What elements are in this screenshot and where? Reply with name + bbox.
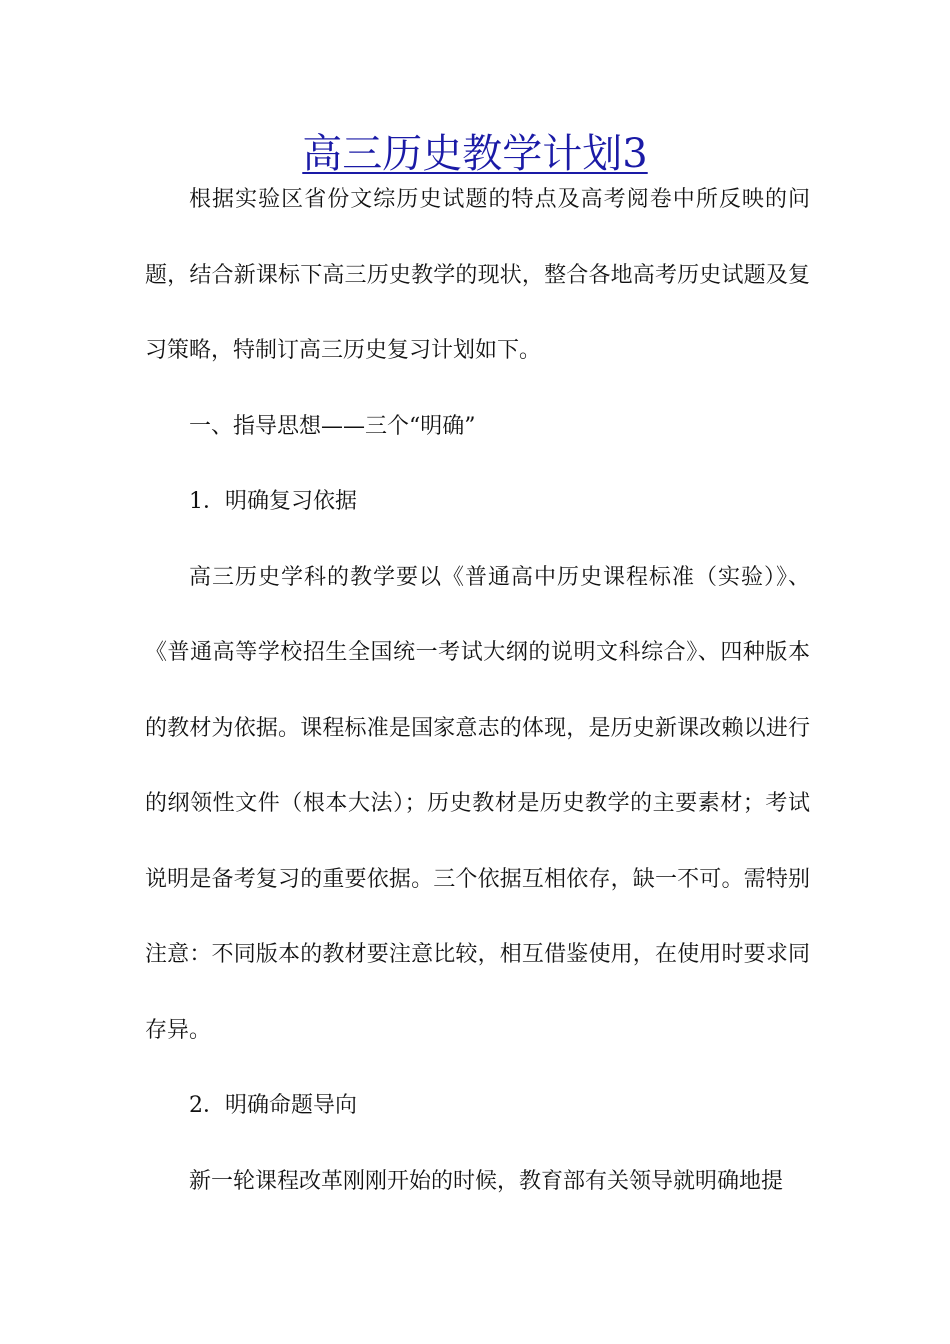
document-body bbox=[145, 162, 810, 1219]
subheading-review-basis: 1．明确复习依据 bbox=[189, 489, 357, 514]
paragraph-exam-orientation: 新一轮课程改革刚刚开始的时候，教育部有关领导就明确地提 bbox=[189, 1168, 784, 1194]
paragraph-intro: 根据实验区省份文综历史试题的特点及高考阅卷中所反映的问题，结合新课标下高三历史教学的现状，整合各地高考历史试题及复习策略，特制订高三历史复习计划如下。 bbox=[145, 187, 810, 363]
subheading-exam-orientation: 2．明确命题导向 bbox=[189, 1093, 357, 1118]
paragraph-review-basis: 高三历史学科的教学要以《普通高中历史课程标准（实验）》、《普通高等学校招生全国统一考试大纲的说明文科综合》、四种版本的教材为依据。课程标准是国家意志的体现，是历史新课改赖以进行的纲领性文件（根本大法）；历史教材是历史教学的主要素材；考试说明是备考复习的重要依据。三个依据互相依存，缺一不可。需特别注意：不同版本的教材要注意比较，相互借鉴使用，在使用时要求同存异。 bbox=[145, 564, 810, 1043]
heading-guiding-ideology: 一、指导思想——三个“明确” bbox=[189, 413, 476, 439]
document-title[interactable]: 高三历史教学计划3 bbox=[302, 131, 648, 177]
